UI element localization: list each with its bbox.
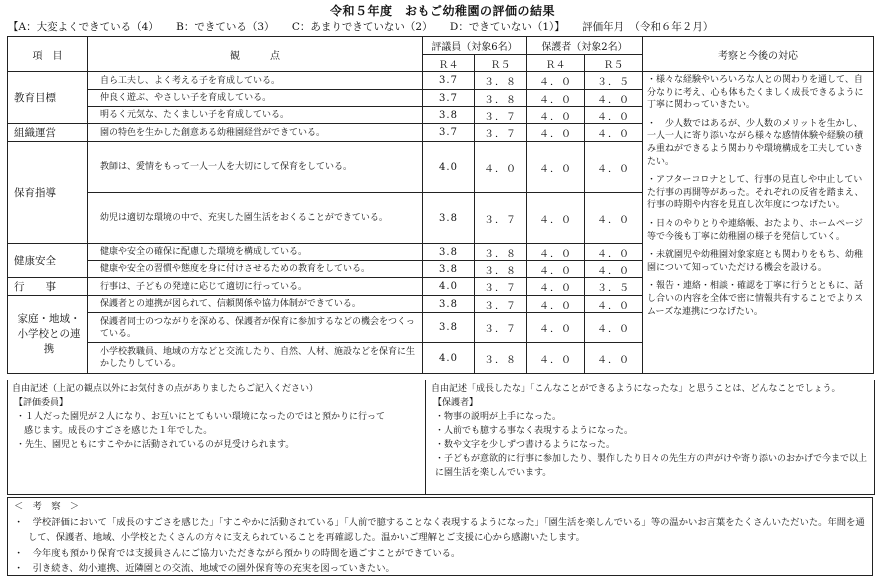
score-evaluator-r4: 3.7	[423, 90, 475, 107]
viewpoint-text: 自ら工夫し、よく考える子を育成している。	[88, 72, 423, 90]
evaluation-period: 評価年月 （令和６年２月）	[582, 21, 714, 33]
consideration-section	[7, 497, 873, 576]
score-evaluator-r5: ３．８	[475, 261, 527, 278]
consideration-item: ・ 今年度も預かり保育では支援員さんにご協力いただきながら預かりの時間を過ごすことができている。	[14, 547, 461, 559]
comment-item: ・物事の説明が上手になった。	[435, 412, 562, 422]
header-evaluator: 評議員（対象6名）	[423, 37, 527, 55]
remarks-cell	[643, 72, 874, 374]
category-health-safety: 健康安全	[8, 244, 88, 278]
score-evaluator-r4: 3.8	[423, 107, 475, 124]
consideration-item: ・ 学校評価において「成長のすごさを感じた」「すこやかに活動されている」「人前で臆することなく表現するようになった」「園生活を楽しんでいる」等の温かいお言葉をたくさんいただいた。年間を通して、保護者、地域、小学校とたくさんの方々に支えられていることを再確認した。温かいご理解とご支援に心から感謝いたします。	[14, 516, 865, 543]
rating-legend	[8, 19, 727, 34]
viewpoint-text: 幼児は適切な環境の中で、充実した園生活をおくることができている。	[88, 193, 423, 244]
category-education-goals: 教育目標	[8, 72, 88, 124]
score-guardian-r4: ４．０	[527, 343, 585, 374]
document-title: 令和５年度 おもご幼稚園の評価の結果	[329, 4, 555, 18]
score-guardian-r4: ４．０	[527, 278, 585, 296]
score-guardian-r5: ４．０	[585, 142, 643, 193]
viewpoint-text: 行事は、子どもの発達に応じて適切に行っている。	[88, 278, 423, 296]
viewpoint-text: 小学校教職員、地域の方などと交流したり、自然、人材、施設などを保育に生かしたりしている。	[88, 343, 423, 374]
header-evaluator-r4: Ｒ４	[423, 55, 475, 72]
score-guardian-r4: ４．０	[527, 124, 585, 142]
remark-item: ・ 少人数ではあるが、少人数のメリットを生かし、一人一人に寄り添いながら様々な感情体験や経験の積み重ねができるよう関わりや環境構成を工夫していきたい。	[647, 118, 864, 167]
score-evaluator-r4: 4.0	[423, 142, 475, 193]
score-guardian-r4: ４．０	[527, 107, 585, 124]
score-evaluator-r5: ３．７	[475, 193, 527, 244]
free-comments-guardians	[427, 380, 874, 494]
header-remarks: 考察と今後の対応	[643, 37, 874, 72]
comment-item: ・１人だった園児が２人になり、お互いにとてもいい環境になったのではと預かりに行って	[16, 412, 386, 422]
score-guardian-r4: ４．０	[527, 244, 585, 261]
score-evaluator-r4: 4.0	[423, 343, 475, 374]
score-guardian-r5: ４．０	[585, 193, 643, 244]
score-guardian-r5: ４．０	[585, 107, 643, 124]
score-evaluator-r4: 4.0	[423, 278, 475, 296]
score-evaluator-r5: ３．７	[475, 124, 527, 142]
legend-a: 【A：大変よくできている（4）	[8, 21, 159, 33]
score-evaluator-r5: ３．７	[475, 107, 527, 124]
viewpoint-text: 園の特色を生かした創意ある幼稚園経営ができている。	[88, 124, 423, 142]
comment-item: ・先生、園児ともにすこやかに活動されているのが見受けられます。	[16, 440, 295, 450]
guardians-label: 【保護者】	[433, 398, 479, 408]
consideration-heading: ＜ 考 察 ＞	[14, 501, 80, 512]
score-guardian-r4: ４．０	[527, 90, 585, 107]
viewpoint-text: 健康や安全の確保に配慮した環境を構成している。	[88, 244, 423, 261]
free-comments-left-heading: 自由記述（上記の観点以外にお気付きの点がありましたらご記入ください）	[12, 384, 319, 394]
score-guardian-r5: ４．０	[585, 261, 643, 278]
score-guardian-r4: ４．０	[527, 296, 585, 313]
remark-item: ・未就園児や幼稚園対象家庭とも関わりをもち、幼稚園について知っていただける機会を設ける。	[647, 250, 864, 273]
remark-item: ・アフターコロナとして、行事の見直しや中止していた行事の再開等があった。それぞれの反省を踏まえ、行事の時期や内容を見直し次年度につなげたい。	[647, 175, 864, 211]
score-evaluator-r5: ３．８	[475, 244, 527, 261]
score-evaluator-r4: 3.8	[423, 261, 475, 278]
free-comments-section	[7, 380, 875, 495]
score-guardian-r4: ４．０	[527, 193, 585, 244]
score-guardian-r5: ４．０	[585, 296, 643, 313]
header-viewpoint: 観 点	[88, 37, 423, 72]
remark-item: ・様々な経験やいろいろな人との関わりを通して、自分なりに考え、心も体もたくましく成長できるように丁寧に関わっていきたい。	[647, 75, 864, 111]
viewpoint-text: 保護者との連携が図られて、信頼関係や協力体制ができている。	[88, 296, 423, 313]
score-guardian-r5: ４．０	[585, 313, 643, 343]
evaluators-label: 【評価委員】	[14, 398, 69, 408]
viewpoint-text: 保護者同士のつながりを深める、保護者が保育に参加するなどの機会をつくっている。	[88, 313, 423, 343]
remark-item: ・報告・連絡・相談・確認を丁寧に行うとともに、話し合いの内容を全体で密に情報共有することでよりスムーズな連携につなげたい。	[647, 281, 864, 317]
score-guardian-r4: ４．０	[527, 261, 585, 278]
score-evaluator-r4: 3.8	[423, 244, 475, 261]
score-evaluator-r4: 3.7	[423, 72, 475, 90]
free-comments-evaluators	[8, 380, 426, 494]
score-guardian-r5: ４．０	[585, 124, 643, 142]
score-evaluator-r4: 3.8	[423, 296, 475, 313]
header-guardian-r4: Ｒ４	[527, 55, 585, 72]
legend-b: B：できている（3）	[176, 21, 275, 33]
score-evaluator-r5: ３．７	[475, 278, 527, 296]
score-evaluator-r5: ３．７	[475, 313, 527, 343]
category-family-community: 家庭・地域・小学校との連携	[8, 296, 88, 374]
score-evaluator-r5: ３．８	[475, 72, 527, 90]
header-guardian-r5: Ｒ５	[585, 55, 643, 72]
score-evaluator-r4: 3.8	[423, 313, 475, 343]
viewpoint-text: 明るく元気な、たくましい子を育成している。	[88, 107, 423, 124]
evaluation-table	[7, 36, 874, 374]
consideration-item: ・ 引き続き、幼小連携、近隣園との交流、地域での園外保育等の充実を図っていきたい。	[14, 563, 395, 574]
viewpoint-text: 教師は、愛情をもって一人一人を大切にして保育をしている。	[88, 142, 423, 193]
header-guardian: 保護者（対象2名）	[527, 37, 643, 55]
comment-item: ・子どもが意欲的に行事に参加したり、製作したり日々の先生方の声がけや寄り添いのおかげで今まで以上に園生活を楽しんでいます。	[435, 454, 868, 478]
legend-d: D：できていない（1）】	[449, 21, 565, 33]
score-guardian-r4: ４．０	[527, 142, 585, 193]
category-events: 行 事	[8, 278, 88, 296]
score-evaluator-r5: ３．８	[475, 343, 527, 374]
score-guardian-r5: ４．０	[585, 244, 643, 261]
score-guardian-r5: ３．５	[585, 72, 643, 90]
remark-item: ・日々のやりとりや連絡帳、おたより、ホームページ等で今後も丁寧に幼稚園の様子を発信していく。	[647, 218, 863, 242]
viewpoint-text: 健康や安全の習慣や態度を身に付けさせるための教育をしている。	[88, 261, 423, 278]
score-evaluator-r5: ３．８	[475, 90, 527, 107]
score-guardian-r4: ４．０	[527, 72, 585, 90]
score-guardian-r4: ４．０	[527, 313, 585, 343]
comment-item: ・人前でも臆する事なく表現するようになった。	[435, 426, 634, 436]
category-childcare-guidance: 保育指導	[8, 142, 88, 244]
comment-item: ・数や文字を少しずつ書けるようになった。	[435, 440, 616, 450]
score-guardian-r5: ４．０	[585, 90, 643, 107]
free-comments-right-heading: 自由記述「成長したな」「こんなことができるようになったな」と思うことは、どんなことでしょう。	[431, 384, 841, 394]
score-guardian-r5: ４．０	[585, 343, 643, 374]
score-evaluator-r4: 3.8	[423, 193, 475, 244]
category-organization: 組織運営	[8, 124, 88, 142]
comment-item: 感じます。成長のすごさを感じた１年でした。	[24, 426, 213, 436]
header-evaluator-r5: Ｒ５	[475, 55, 527, 72]
viewpoint-text: 仲良く遊ぶ、やさしい子を育成している。	[88, 90, 423, 107]
score-guardian-r5: ３．５	[585, 278, 643, 296]
score-evaluator-r5: ３．７	[475, 296, 527, 313]
score-evaluator-r5: ４．０	[475, 142, 527, 193]
legend-c: C：あまりできていない（2）	[291, 21, 433, 33]
header-item: 項 目	[8, 37, 88, 72]
score-evaluator-r4: 3.7	[423, 124, 475, 142]
